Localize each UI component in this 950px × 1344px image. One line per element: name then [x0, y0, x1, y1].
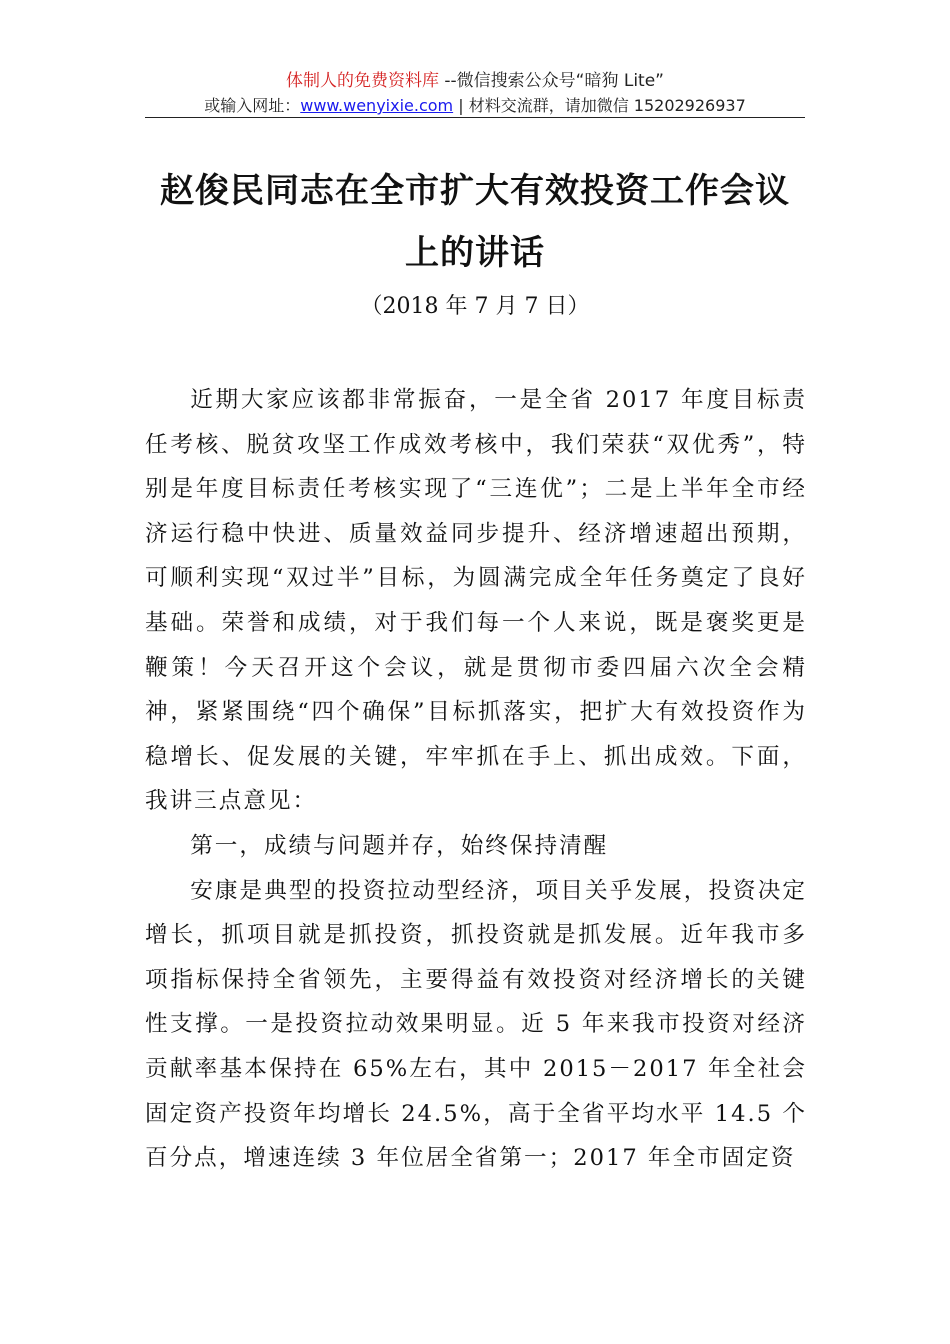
website-link[interactable]: www.wenyixie.com: [300, 96, 454, 115]
wechat-promo: --微信搜索公众号“暗狗 Lite”: [438, 71, 664, 91]
header-contact-line: [145, 94, 805, 118]
header-divider: [145, 117, 805, 118]
document-body: [145, 378, 807, 1181]
document-date: （2018 年 7 月 7 日）: [360, 294, 590, 319]
paragraph: 近期大家应该都非常振奋，一是全省 2017 年度目标责任考核、脱贫攻坚工作成效考核中，我们荣获“双优秀”，特别是年度目标责任考核实现了“三连优”；二是上半年全市经济运行稳中快进、质量效益同步提升、经济增速超出预期，可顺利实现“双过半”目标，为圆满完成全年任务奠定了良好基础。荣誉和成绩，对于我们每一个人来说，既是褒奖更是鞭策！今天召开这个会议，就是贯彻市委四届六次全会精神，紧紧围绕“四个确保”目标抓落实，把扩大有效投资作为稳增长、促发展的关键，牢牢抓在手上、抓出成效。下面，我讲三点意见：: [145, 387, 807, 815]
header-promo-line: [145, 68, 805, 94]
document-title: 赵俊民同志在全市扩大有效投资工作会议上的讲话: [160, 171, 790, 273]
url-prefix: 或输入网址：: [204, 96, 301, 115]
contact-info: | 材料交流群，请加微信 15202926937: [453, 96, 746, 115]
paragraph: 安康是典型的投资拉动型经济，项目关乎发展，投资决定增长，抓项目就是抓投资，抓投资就是抓发展。近年我市多项指标保持全省领先，主要得益有效投资对经济增长的关键性支撑。一是投资拉动效果明显。近 5 年来我市投资对经济贡献率基本保持在 65%左右，其中 2015－2017 年全社会固定资产投资年均增长 24.5%，高于全省平均水平 14.5 个百分点，增速连续 3 年位居全省第一；2017 年全市固定资: [145, 877, 807, 1172]
section-heading: 第一，成绩与问题并存，始终保持清醒: [190, 832, 609, 859]
page-header: [145, 68, 805, 118]
brand-name: 体制人的免费资料库: [285, 71, 439, 91]
